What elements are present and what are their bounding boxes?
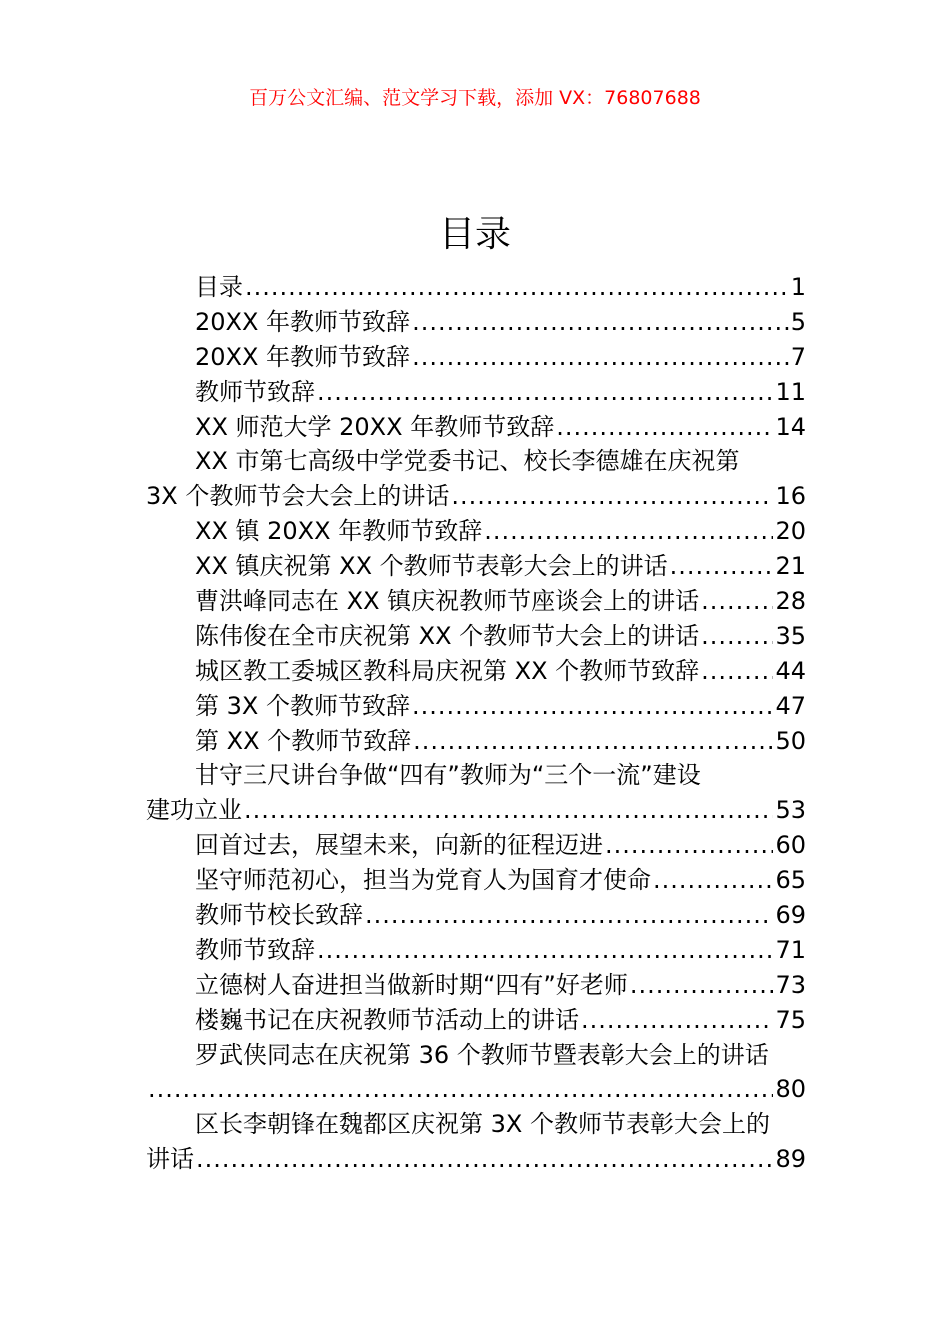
dot-leader [245, 270, 789, 305]
toc-entry[interactable] [146, 444, 806, 514]
dot-leader [630, 968, 774, 1003]
toc-entry[interactable] [146, 549, 806, 584]
toc-entry-title: 甘守三尺讲台争做“四有”教师为“三个一流”建设 [195, 761, 701, 790]
toc-entry[interactable] [146, 898, 806, 933]
toc-page-number: 7 [790, 342, 806, 371]
toc-entry[interactable] [146, 340, 806, 375]
dot-leader [412, 305, 789, 340]
toc-page-number: 14 [775, 412, 806, 441]
dot-leader [412, 340, 789, 375]
toc-entry-title: 20XX 年教师节致辞 [195, 342, 411, 371]
toc-entry-title-continued: 建功立业 [146, 796, 242, 825]
toc-entry[interactable] [146, 758, 806, 828]
toc-page-number: 16 [775, 482, 806, 511]
toc-entry[interactable] [146, 619, 806, 654]
toc-page-number: 65 [775, 866, 806, 895]
toc-entry-title: XX 镇庆祝第 XX 个教师节表彰大会上的讲话 [195, 552, 668, 581]
dot-leader [244, 793, 773, 828]
toc-entry-title: 目录 [195, 272, 243, 301]
toc-entry-title: 第 XX 个教师节致辞 [195, 726, 412, 755]
toc-entry[interactable] [146, 1003, 806, 1038]
toc-entry[interactable] [146, 933, 806, 968]
toc-entry[interactable] [146, 654, 806, 689]
toc-entry-title: XX 市第七高级中学党委书记、校长李德雄在庆祝第 [195, 447, 740, 476]
toc-entry-title: 立德树人奋进担当做新时期“四有”好老师 [195, 970, 628, 999]
toc-entry[interactable] [146, 968, 806, 1003]
toc-entry-title: 区长李朝锋在魏都区庆祝第 3X 个教师节表彰大会上的 [195, 1110, 770, 1139]
toc-entry[interactable] [146, 514, 806, 549]
toc-entry[interactable] [146, 1107, 806, 1177]
toc-entry[interactable] [146, 375, 806, 410]
toc-page-number: 89 [775, 1145, 806, 1174]
toc-entry-title: 坚守师范初心，担当为党育人为国育才使命 [195, 866, 651, 895]
toc-entry-title-continued: 讲话 [146, 1145, 194, 1174]
toc-page-number: 28 [775, 587, 806, 615]
page-title: 目录 [438, 214, 511, 255]
toc-page-number: 50 [775, 726, 806, 755]
toc-entry-title: 教师节致辞 [195, 377, 315, 406]
toc-entry[interactable] [146, 828, 806, 863]
toc-entry[interactable] [146, 724, 806, 759]
dot-leader [581, 1003, 773, 1038]
toc-page-number: 80 [775, 1075, 806, 1104]
toc-entry-title: 第 3X 个教师节致辞 [195, 691, 410, 720]
dot-leader [556, 410, 773, 445]
dot-leader [701, 619, 773, 654]
dot-leader [701, 584, 773, 619]
dot-leader [148, 1072, 773, 1107]
toc-entry-title: 教师节校长致辞 [195, 901, 363, 930]
toc-page-number: 60 [775, 831, 806, 860]
toc-entry-title: 教师节致辞 [195, 935, 315, 964]
dot-leader [653, 863, 773, 898]
toc-page-number: 47 [775, 691, 806, 720]
toc-entry-title: 楼巍书记在庆祝教师节活动上的讲话 [195, 1005, 579, 1034]
dot-leader [701, 654, 773, 689]
toc-entry[interactable] [146, 270, 806, 305]
toc-page-number: 71 [775, 935, 806, 964]
dot-leader [412, 689, 773, 724]
dot-leader [365, 898, 773, 933]
toc-page-number: 35 [775, 621, 806, 650]
dot-leader [413, 724, 773, 759]
toc-entry[interactable] [146, 863, 806, 898]
toc-entry[interactable] [146, 410, 806, 445]
watermark-header: 百万公文汇编、范文学习下载，添加 VX：76807688 [249, 87, 701, 109]
dot-leader [196, 1142, 773, 1177]
toc-entry-title: 曹洪峰同志在 XX 镇庆祝教师节座谈会上的讲话 [195, 587, 700, 615]
dot-leader [317, 933, 773, 968]
dot-leader [670, 549, 774, 584]
toc-page-number: 69 [775, 901, 806, 930]
toc-entry[interactable] [146, 1038, 806, 1108]
toc-page-number: 1 [790, 272, 806, 301]
toc-page-number: 73 [775, 970, 806, 999]
toc-entry-title: XX 镇 20XX 年教师节致辞 [195, 517, 483, 546]
dot-leader [484, 514, 773, 549]
toc-entry[interactable] [146, 305, 806, 340]
toc-page-number: 53 [775, 796, 806, 825]
toc-entry-title: XX 师范大学 20XX 年教师节致辞 [195, 412, 555, 441]
toc-page-number: 21 [775, 552, 806, 581]
toc-page-number: 5 [790, 307, 806, 336]
toc-page-number: 20 [775, 517, 806, 546]
toc-entry[interactable] [146, 584, 806, 619]
toc-entry-title-continued: 3X 个教师节会大会上的讲话 [146, 482, 450, 511]
toc-entry-title: 20XX 年教师节致辞 [195, 307, 411, 336]
dot-leader [451, 479, 773, 514]
toc-entry-title: 陈伟俊在全市庆祝第 XX 个教师节大会上的讲话 [195, 621, 700, 650]
toc-entry-title: 回首过去，展望未来，向新的征程迈进 [195, 831, 603, 860]
toc-page-number: 44 [775, 656, 806, 685]
dot-leader [317, 375, 773, 410]
dot-leader [605, 828, 773, 863]
toc-entry[interactable] [146, 689, 806, 724]
toc-page-number: 75 [775, 1005, 806, 1034]
toc-page-number: 11 [775, 377, 806, 406]
toc-entry-title: 城区教工委城区教科局庆祝第 XX 个教师节致辞 [195, 656, 700, 685]
table-of-contents [146, 270, 806, 1177]
toc-entry-title: 罗武侠同志在庆祝第 36 个教师节暨表彰大会上的讲话 [195, 1040, 769, 1069]
